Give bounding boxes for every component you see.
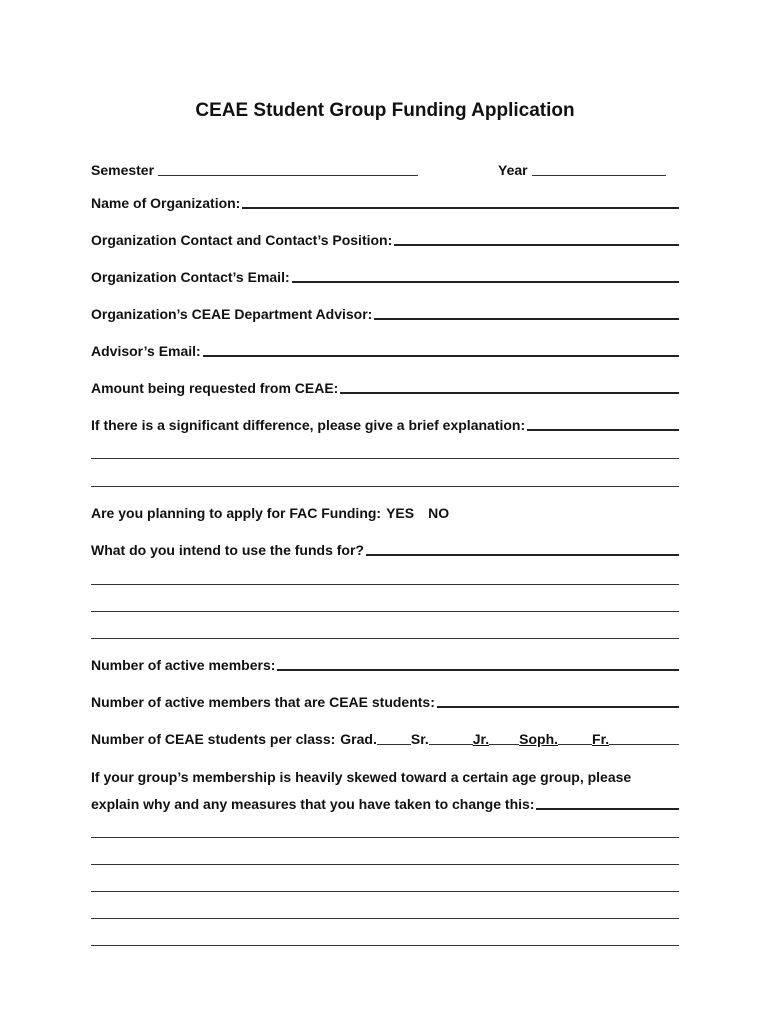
class-sr-field[interactable] [429, 744, 473, 745]
amount-field[interactable] [340, 392, 679, 394]
skew-line-1[interactable] [91, 837, 679, 838]
skew-line-3[interactable] [91, 891, 679, 892]
advisor-row [91, 306, 679, 322]
skew-line-5[interactable] [91, 945, 679, 946]
year-label: Year [498, 162, 528, 178]
class-grad-field[interactable] [377, 744, 411, 745]
skew-field[interactable] [536, 808, 679, 810]
fac-no-option[interactable]: NO [428, 505, 450, 521]
class-jr-label: Jr. [472, 731, 490, 747]
skew-label-line1: If your group’s membership is heavily skewed toward a certain age group, please [91, 769, 632, 785]
fac-label: Are you planning to apply for FAC Funding: [91, 505, 382, 521]
skew-label-line2: explain why and any measures that you have taken to change this: [91, 796, 535, 812]
fac-row [91, 505, 679, 521]
difference-row [91, 417, 679, 433]
amount-row [91, 380, 679, 396]
skew-line-2[interactable] [91, 864, 679, 865]
class-fr-field[interactable] [609, 744, 679, 745]
org-name-field[interactable] [242, 207, 679, 209]
year-field[interactable] [532, 175, 666, 176]
members-row [91, 657, 679, 673]
fac-yes-option[interactable]: YES [386, 505, 415, 521]
advisor-email-label: Advisor’s Email: [91, 343, 201, 359]
advisor-email-row [91, 343, 679, 359]
advisor-email-field[interactable] [203, 355, 679, 357]
contact-label: Organization Contact and Contact’s Position: [91, 232, 393, 248]
ceae-members-row [91, 694, 679, 710]
funds-line-2[interactable] [91, 611, 679, 612]
funds-field[interactable] [366, 554, 679, 556]
advisor-field[interactable] [374, 318, 679, 320]
ceae-members-field[interactable] [437, 706, 679, 708]
class-soph-label: Soph. [519, 731, 559, 747]
per-class-row [91, 731, 679, 747]
ceae-members-label: Number of active members that are CEAE students: [91, 694, 435, 710]
members-label: Number of active members: [91, 657, 276, 673]
funds-line-1[interactable] [91, 584, 679, 585]
members-field[interactable] [277, 669, 679, 671]
form-title: CEAE Student Group Funding Application [195, 100, 575, 121]
semester-field[interactable] [158, 175, 418, 176]
semester-year-row [91, 162, 679, 178]
contact-field[interactable] [394, 244, 679, 246]
class-jr-field[interactable] [489, 744, 519, 745]
contact-row [91, 232, 679, 248]
funds-row [91, 542, 679, 558]
contact-email-label: Organization Contact’s Email: [91, 269, 290, 285]
advisor-label: Organization’s CEAE Department Advisor: [91, 306, 373, 322]
semester-label: Semester [91, 162, 155, 178]
skew-row-2 [91, 796, 679, 812]
difference-line-1[interactable] [91, 458, 679, 459]
org-name-label: Name of Organization: [91, 195, 241, 211]
per-class-label: Number of CEAE students per class: [91, 731, 336, 747]
funds-label: What do you intend to use the funds for? [91, 542, 364, 558]
difference-field[interactable] [527, 429, 679, 431]
class-grad-label: Grad. [340, 731, 377, 747]
contact-email-row [91, 269, 679, 285]
class-fr-label: Fr. [592, 731, 610, 747]
class-sr-label: Sr. [410, 731, 429, 747]
org-name-row [91, 195, 679, 211]
skew-row-1 [91, 769, 679, 785]
contact-email-field[interactable] [292, 281, 679, 283]
difference-line-2[interactable] [91, 486, 679, 487]
amount-label: Amount being requested from CEAE: [91, 380, 339, 396]
funds-line-3[interactable] [91, 638, 679, 639]
skew-line-4[interactable] [91, 918, 679, 919]
difference-label: If there is a significant difference, please give a brief explanation: [91, 417, 526, 433]
class-soph-field[interactable] [558, 744, 592, 745]
